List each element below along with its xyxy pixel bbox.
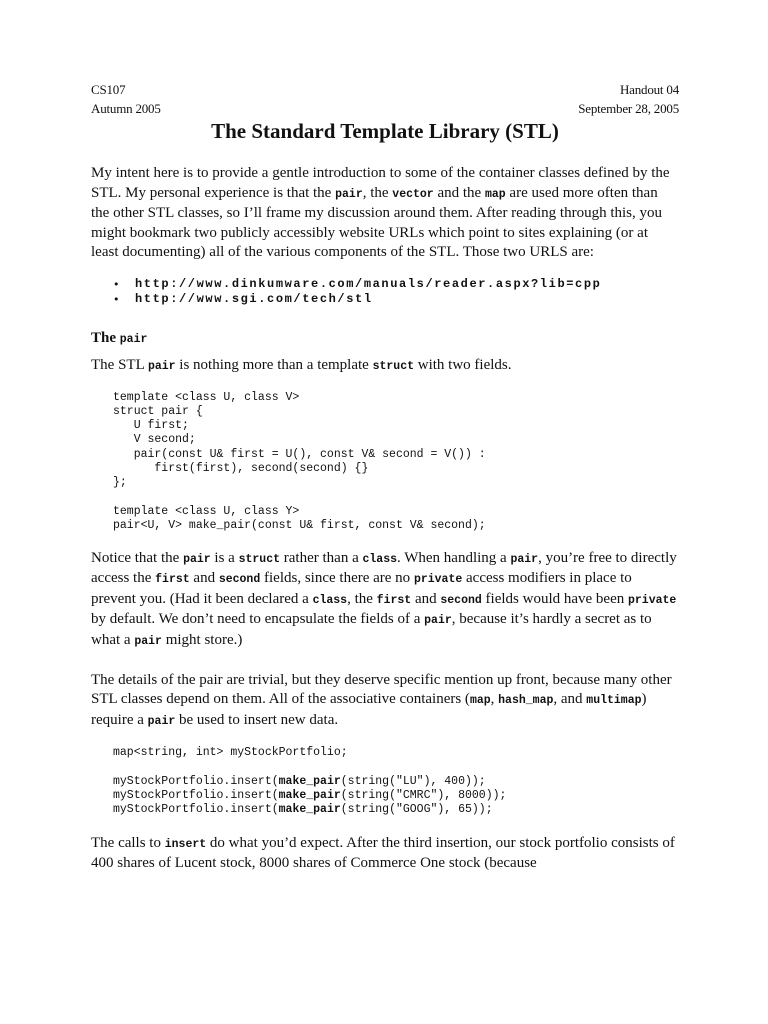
code-keyword: pair [134,634,162,648]
code-keyword: pair [147,359,176,373]
sgi-url: http://www.sgi.com/tech/stl [135,292,373,307]
calls-paragraph: The calls to insert do what you’d expect. After the third insertion, our stock portfolio consists of 400 shares of Lucent stock, 8000 shares of Commerce One stock (because [91,834,675,872]
notice-paragraph: Notice that the pair is a struct rather than a class. When handling a pair, you’re free to directly access the first and second fields, since there are no private access modifiers in place to prevent you. (Had it been declared a class, the first and second fields would have been private by default. We don’t need to encapsulate the fields of a pair, because it’s hardly a secret as to what a pair might store.) [91,549,677,648]
code-line: myStockPortfolio.insert(make_pair(string("LU"), 400)); [113,774,486,788]
bullet-icon: • [113,293,120,307]
section-heading-pair: The pair [91,329,148,346]
course-code: CS107 [91,82,126,97]
code-line: myStockPortfolio.insert(make_pair(string("CMRC"), 8000)); [113,789,507,803]
code-keyword: struct [372,359,415,373]
code-keyword: second [440,593,482,607]
list-item [113,292,679,308]
code-keyword: class [362,552,397,566]
code-keyword: private [628,593,677,607]
handout-date: September 28, 2005 [578,101,679,116]
code-keyword: pair [183,552,211,566]
code-keyword: map [484,187,506,201]
code-keyword: first [376,593,412,607]
handout-number: Handout 04 [619,82,679,97]
document-title: The Standard Template Library (STL) [211,119,559,143]
pair-description: The STL pair is nothing more than a template struct with two fields. [91,356,512,373]
details-paragraph: The details of the pair are trivial, but they deserve specific mention up front, because many other STL classes depend on them. All of the associative containers (map, hash_map, and multimap) require a pair be used to insert new data. [91,671,672,728]
header-row-2 [91,99,679,118]
handout-page [91,80,679,874]
list-item [113,277,679,293]
code-line: map<string, int> myStockPortfolio; [113,746,348,760]
portfolio-code-block [91,746,679,817]
code-keyword: private [413,573,463,587]
term: Autumn 2005 [91,101,161,116]
code-keyword: map [469,694,491,708]
code-line: myStockPortfolio.insert(make_pair(string("GOOG"), 65)); [113,803,493,817]
pair-code-block: template <class U, class V> struct pair { U first; V second; pair(const U& first = U(), const V& second = V()) : first(first), second(second) {} }; template <class U, class Y> pair<U, V> make_pair(const U& first, const V& second); [113,390,486,533]
code-keyword: second [218,573,261,587]
intro-paragraph: My intent here is to provide a gentle introduction to some of the container classes defined by the STL. My personal experience is that the pair, the vector and the map are used more often than the other STL classes, so I’ll frame my discussion around them. After reading through this, you might bookmark two publicly accessibly website URLs which point to sites explaining (or at least documenting) all of the various components of the STL. Those two URLS are: [91,165,670,261]
url-list [91,277,679,308]
code-keyword: hash_map [498,694,554,708]
code-keyword: pair [119,332,148,346]
code-keyword: first [155,573,190,587]
code-keyword: pair [147,714,176,728]
code-keyword: pair [424,614,452,628]
bullet-icon: • [113,277,120,291]
code-keyword: insert [164,837,207,851]
header-row-1 [91,80,679,99]
code-keyword: class [312,593,348,607]
code-keyword: struct [238,552,281,566]
code-keyword: multimap [586,694,642,708]
code-keyword: pair [510,552,539,566]
code-keyword: vector [392,187,434,201]
dinkumware-url: http://www.dinkumware.com/manuals/reader.aspx?lib=cpp [135,276,602,291]
code-keyword: pair [335,187,363,201]
